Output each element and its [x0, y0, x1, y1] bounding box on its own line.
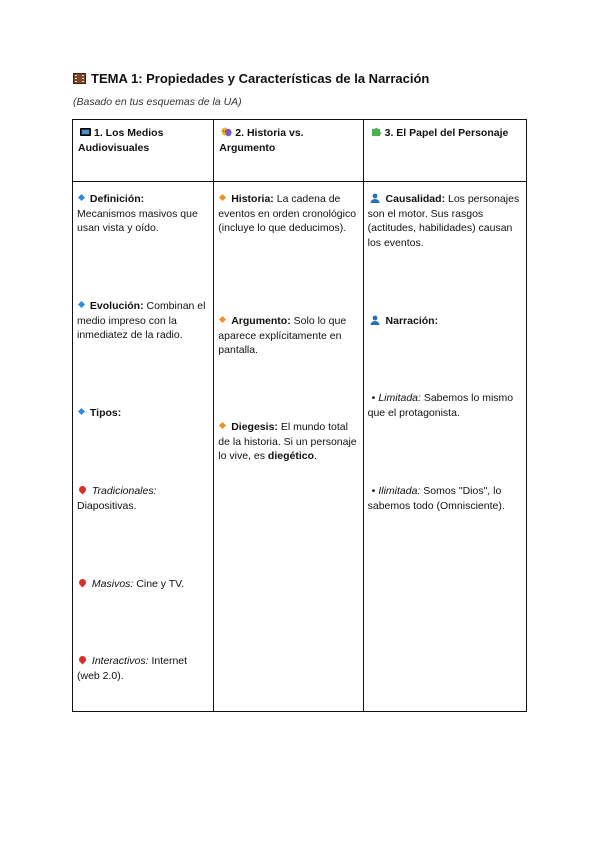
blue-diamond-icon: [78, 301, 85, 308]
masks-icon: [221, 127, 232, 137]
film-icon: [73, 73, 86, 84]
cell-medios: [73, 182, 214, 712]
argumento-block: Argumento: Solo lo que aparece explícitamente en pantalla.: [218, 315, 347, 356]
pin-icon: [78, 655, 88, 665]
orange-diamond-icon: [219, 194, 226, 201]
tipos-block: Tipos:: [77, 406, 209, 421]
page-title-text: TEMA 1: Propiedades y Características de la Narración: [91, 71, 430, 86]
tradicionales-block: Tradicionales: Diapositivas.: [77, 485, 157, 512]
orange-diamond-icon: [219, 316, 226, 323]
narracion-block: Narración:: [368, 314, 522, 329]
person-icon: [370, 315, 380, 325]
cell-personaje: [363, 182, 526, 712]
tv-icon: [80, 128, 91, 136]
historia-block: Historia: La cadena de eventos en orden cronológico (incluye lo que deducimos).: [218, 193, 357, 234]
causalidad-block: Causalidad: Los personajes son el motor. Sus rasgos (actitudes, habilidades) causan los eventos.: [367, 193, 520, 249]
page-subtitle: (Basado en tus esquemas de la UA): [73, 96, 242, 108]
table-header-row: [73, 120, 527, 182]
limitada-block: • Limitada: Sabemos lo mismo que el protagonista.: [367, 392, 514, 419]
cell-historia: [214, 182, 363, 712]
column-header-personaje: 3. El Papel del Personaje: [363, 120, 526, 182]
person-icon: [370, 193, 380, 203]
column-header-medios: 1. Los Medios Audiovisuales: [73, 120, 214, 182]
masivos-block: Masivos: Cine y TV.: [77, 577, 209, 592]
bullet: •: [371, 392, 376, 404]
bullet: •: [371, 485, 376, 497]
ilimitada-block: • Ilimitada: Somos "Dios", lo sabemos todo (Omnisciente).: [367, 485, 505, 512]
column-header-historia: 2. Historia vs. Argumento: [214, 120, 363, 182]
interactivos-block: Interactivos: Internet (web 2.0).: [77, 655, 188, 682]
diegesis-block: Diegesis: El mundo total de la historia. Si un personaje lo vive, es diegético.: [218, 421, 357, 462]
pin-icon: [78, 485, 88, 495]
blue-diamond-icon: [78, 408, 85, 415]
blue-diamond-icon: [78, 194, 85, 201]
orange-diamond-icon: [219, 422, 226, 429]
evolucion-block: Evolución: Combinan el medio impreso con la inmediatez de la radio.: [77, 300, 206, 341]
definicion-block: Definición: Mecanismos masivos que usan vista y oído.: [77, 193, 198, 234]
summary-table: [72, 119, 527, 712]
puzzle-icon: [371, 126, 382, 137]
page-title: [73, 71, 429, 86]
pin-icon: [78, 578, 88, 588]
table-body-row: [73, 182, 527, 712]
